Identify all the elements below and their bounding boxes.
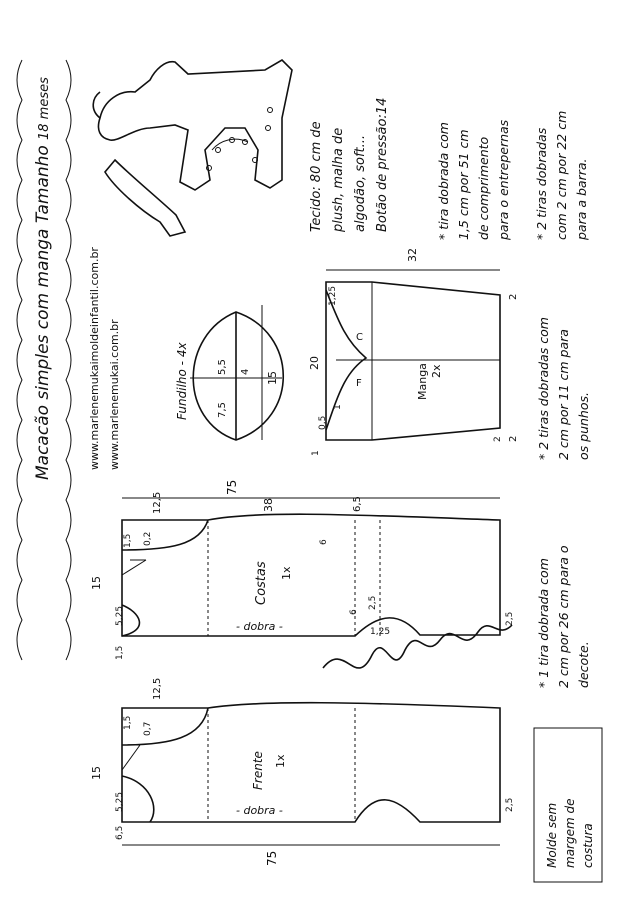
- sleeve-measure-32: 32: [406, 248, 419, 262]
- crotch-measure-3: 7,5: [217, 402, 228, 418]
- hem-strip-line-1: * 2 tiras dobradas: [534, 127, 549, 240]
- back-measure-38: 38: [262, 498, 275, 512]
- cuff-strip-line-2: 2 cm por 11 cm para: [556, 329, 571, 460]
- fabric-line-4: Botão de pressão:14: [375, 97, 390, 232]
- back-measure-65: 6,5: [352, 496, 363, 512]
- note-line-1: Molde sem: [545, 802, 559, 868]
- neck-strip-line-2: 2 cm por 26 cm para o: [556, 545, 571, 688]
- front-measure-15-neck: 1,5: [123, 715, 133, 730]
- front-measure-65: 6,5: [115, 825, 125, 840]
- front-measure-07: 0,7: [143, 721, 153, 736]
- front-label: Frente: [251, 751, 265, 790]
- title-scallop-right: [66, 60, 71, 660]
- front-measure-525: 5,25: [115, 791, 125, 812]
- crotch-piece: [175, 305, 283, 440]
- back-measure-75: 75: [225, 479, 239, 495]
- sleeve-label-f: F: [356, 378, 362, 389]
- neck-strip-line-1: * 1 tira dobrada com: [536, 558, 551, 688]
- sleeve-measure-20: 20: [308, 356, 321, 370]
- title-scallop-left: [17, 60, 22, 660]
- back-measure-15-width: 15: [90, 576, 103, 590]
- back-label: Costas: [254, 561, 269, 605]
- front-measure-75: 75: [265, 850, 279, 866]
- crotch-strip-line-4: para o entrepernas: [496, 119, 511, 240]
- sleeve-measure-2-low: 2: [493, 436, 503, 442]
- hem-strip-line-2: com 2 cm por 22 cm: [554, 110, 569, 240]
- fabric-notes: [309, 98, 390, 233]
- neck-strip-notes: [536, 545, 591, 688]
- crotch-measure-1: 5,5: [217, 359, 228, 375]
- cuff-strip-line-3: os punhos.: [576, 392, 591, 460]
- sleeve-label-c: C: [356, 332, 363, 343]
- back-qty: 1x: [280, 566, 293, 580]
- back-measure-15-low: 1,5: [115, 645, 125, 660]
- back-measure-6a: 6: [319, 539, 329, 545]
- sleeve-measure-2-top: 2: [508, 293, 519, 300]
- sleeve-measure-1-low: 1: [311, 450, 321, 456]
- crotch-strip-notes: [436, 119, 511, 241]
- crotch-strip-line-1: * tira dobrada com: [436, 122, 451, 240]
- fabric-line-1: Tecido: 80 cm de: [309, 121, 324, 232]
- neck-strip-line-3: decote.: [576, 641, 591, 688]
- back-measure-6b: 6: [349, 609, 359, 615]
- crotch-measure-2: 4: [240, 368, 251, 375]
- sleeve-piece: [308, 248, 519, 456]
- back-measure-125-low: 1,25: [370, 627, 391, 637]
- hem-strip-notes: [534, 111, 589, 241]
- hem-strip-line-3: para a barra.: [574, 158, 589, 240]
- back-fold-label: - dobra -: [236, 620, 283, 633]
- note-line-3: costura: [581, 823, 595, 868]
- front-measure-125: 12,5: [152, 677, 163, 700]
- back-measure-15: 1,5: [123, 533, 133, 548]
- title-block: [33, 77, 53, 480]
- sleeve-measure-05: 0,5: [318, 415, 328, 430]
- crotch-measure-4: 15: [266, 371, 279, 385]
- crotch-strip-line-3: de comprimento: [476, 136, 491, 240]
- back-measure-25-hem: 2,5: [505, 611, 515, 626]
- sleeve-measure-2-bottom: 2: [508, 435, 519, 442]
- cuff-strip-notes: [536, 317, 591, 460]
- page-title: Macacão simples com manga Tamanho: [33, 145, 53, 480]
- size-label: 18 meses: [37, 77, 52, 140]
- crotch-piece-label: Fundilho - 4x: [175, 342, 189, 420]
- garment-illustration: [93, 60, 292, 236]
- front-measure-15: 15: [90, 766, 103, 780]
- crotch-strip-line-2: 1,5 cm por 51 cm: [456, 129, 471, 240]
- seam-note: [534, 728, 602, 882]
- sleeve-label: Manga: [416, 363, 429, 400]
- website-1: www.marlenemukaimoldeinfantil.com.br: [88, 247, 101, 470]
- fabric-line-3: algodão, soft...: [353, 134, 368, 232]
- front-measure-25: 2,5: [505, 797, 515, 812]
- back-measure-525: 5,25: [115, 605, 125, 626]
- sleeve-measure-1: 1: [333, 404, 343, 410]
- front-qty: 1x: [274, 754, 287, 768]
- back-measure-125: 12,5: [152, 491, 163, 514]
- fabric-line-2: plush, malha de: [331, 127, 346, 232]
- sleeve-qty: 2x: [430, 364, 443, 378]
- front-fold-label: - dobra -: [236, 804, 283, 817]
- back-measure-25: 2,5: [368, 595, 378, 610]
- back-measure-02: 0,2: [143, 531, 153, 546]
- sleeve-measure-125: 1,25: [328, 285, 338, 306]
- website-2: www.marlenemukai.com.br: [108, 319, 121, 470]
- cuff-strip-line-1: * 2 tiras dobradas com: [536, 317, 551, 460]
- front-piece: [90, 678, 515, 866]
- note-line-2: margem de: [563, 798, 577, 868]
